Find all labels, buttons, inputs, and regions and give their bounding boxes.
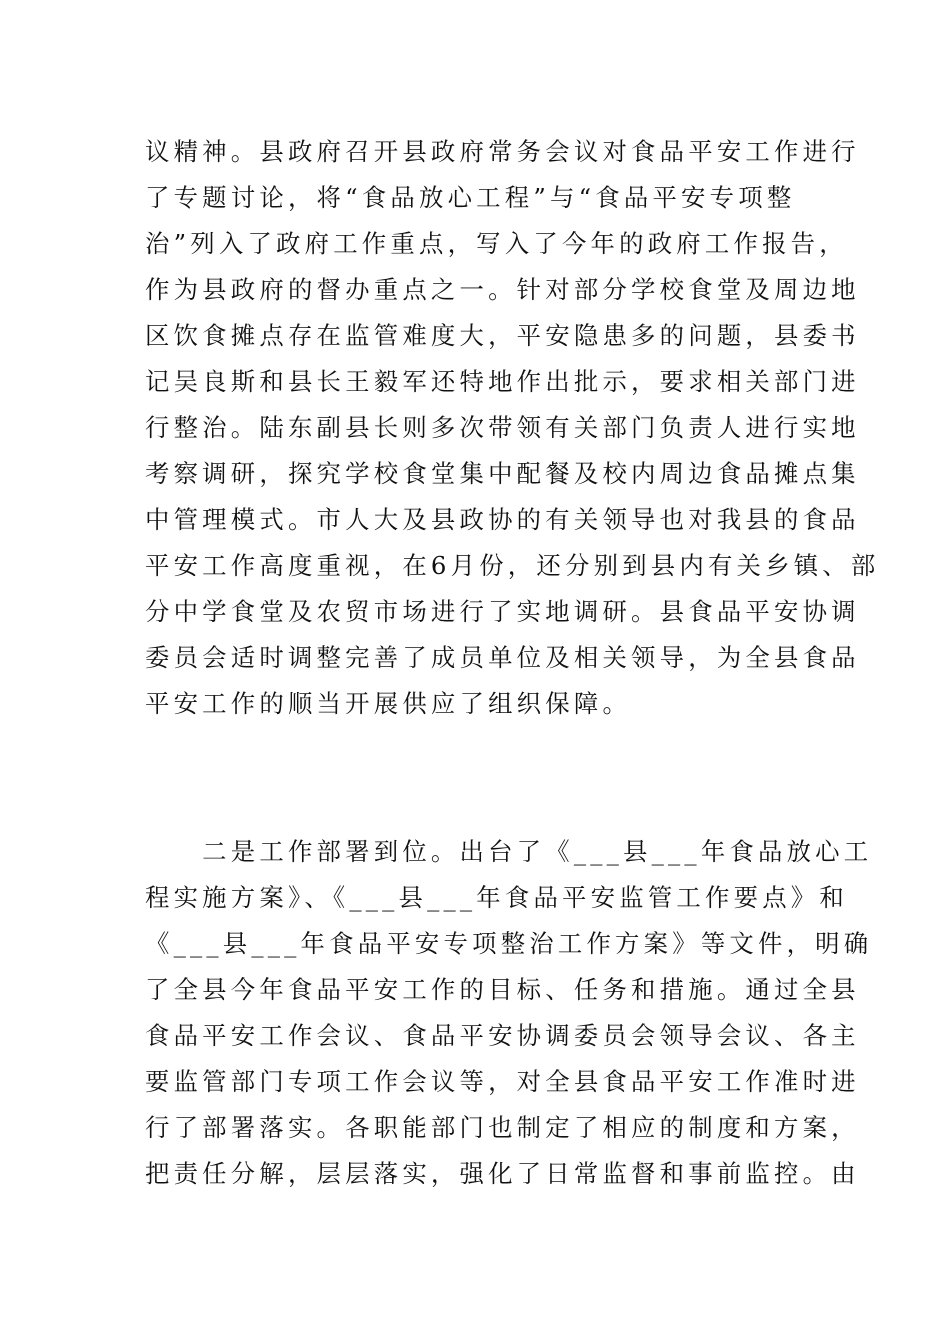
text-line: 平安工作高度重视，在6月份，还分别到县内有关乡镇、部: [145, 551, 880, 580]
text-line: 议精神。县政府召开县政府常务会议对食品平安工作进行: [145, 137, 860, 166]
text-line: 委员会适时调整完善了成员单位及相关领导，为全县食品: [145, 643, 860, 672]
text-line: 中管理模式。市人大及县政协的有关领导也对我县的食品: [145, 505, 860, 534]
text-line: 作为县政府的督办重点之一。针对部分学校食堂及周边地: [145, 275, 860, 304]
text-line: 区饮食摊点存在监管难度大，平安隐患多的问题，县委书: [145, 321, 860, 350]
text-line: 把责任分解，层层落实，强化了日常监督和事前监控。由: [145, 1159, 860, 1188]
text-line: 平安工作的顺当开展供应了组织保障。: [145, 689, 632, 718]
text-line: 了专题讨论，将“食品放心工程”与“食品平安专项整: [145, 183, 796, 212]
text-line: 了全县今年食品平安工作的目标、任务和措施。通过全县: [145, 975, 860, 1004]
text-line: 治”列入了政府工作重点，写入了今年的政府工作报告，: [145, 229, 848, 258]
text-line: 二是工作部署到位。出台了《___县___年食品放心工: [145, 837, 873, 866]
text-line: 考察调研，探究学校食堂集中配餐及校内周边食品摊点集: [145, 459, 860, 488]
text-line: 分中学食堂及农贸市场进行了实地调研。县食品平安协调: [145, 597, 860, 626]
text-line: 行整治。陆东副县长则多次带领有关部门负责人进行实地: [145, 413, 860, 442]
text-line: 记吴良斯和县长王毅军还特地作出批示，要求相关部门进: [145, 367, 860, 396]
paragraph-2: [145, 829, 873, 1197]
text-line: 食品平安工作会议、食品平安协调委员会领导会议、各主: [145, 1021, 860, 1050]
text-line: 行了部署落实。各职能部门也制定了相应的制度和方案，: [145, 1113, 860, 1142]
text-line: 《___县___年食品平安专项整治工作方案》等文件，明确: [145, 929, 873, 958]
text-line: 程实施方案》、《___县___年食品平安监管工作要点》和: [145, 883, 848, 912]
paragraph-1: [145, 129, 880, 727]
text-line: 要监管部门专项工作会议等，对全县食品平安工作准时进: [145, 1067, 860, 1096]
